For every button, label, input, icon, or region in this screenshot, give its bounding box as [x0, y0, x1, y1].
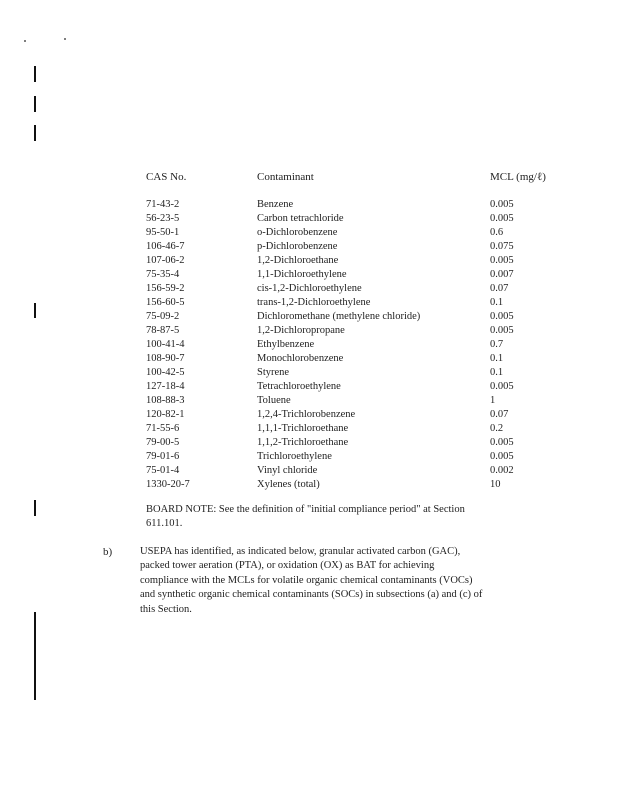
- mcl-value: 0.005: [490, 437, 514, 448]
- table-row: [0, 436, 619, 450]
- cas-number: 156-60-5: [146, 297, 185, 308]
- mcl-value: 0.075: [490, 241, 514, 252]
- contaminant-name: trans-1,2-Dichloroethylene: [257, 297, 371, 308]
- board-note: [146, 503, 536, 531]
- paragraph-line: and synthetic organic chemical contaminants (SOCs) in subsections (a) and (c) of: [140, 589, 483, 601]
- subsection-b-text: [140, 545, 540, 617]
- cas-number: 106-46-7: [146, 241, 185, 252]
- contaminant-name: 1,2-Dichloropropane: [257, 325, 345, 336]
- cas-number: 108-90-7: [146, 353, 185, 364]
- contaminant-name: Styrene: [257, 367, 290, 378]
- mcl-value: 0.7: [490, 339, 504, 350]
- mcl-value: 0.005: [490, 311, 514, 322]
- contaminant-name: Benzene: [257, 199, 294, 210]
- paragraph-line: compliance with the MCLs for volatile organic chemical contaminants (VOCs): [140, 574, 473, 586]
- cas-number: 75-09-2: [146, 311, 180, 322]
- cas-number: 75-35-4: [146, 269, 180, 280]
- contaminant-name: o-Dichlorobenzene: [257, 227, 338, 238]
- mcl-value: 0.005: [490, 213, 514, 224]
- table-row: [0, 240, 619, 254]
- revision-bar: [34, 125, 36, 141]
- cas-number: 156-59-2: [146, 283, 185, 294]
- table-row: [0, 478, 619, 492]
- cas-number: 107-06-2: [146, 255, 185, 266]
- contaminant-name: Tetrachloroethylene: [257, 381, 341, 392]
- table-row: [0, 408, 619, 422]
- revision-bar: [34, 500, 36, 516]
- revision-bar: [34, 612, 36, 700]
- revision-bar: [34, 66, 36, 82]
- cas-number: 71-43-2: [146, 199, 180, 210]
- mcl-value: 0.005: [490, 255, 514, 266]
- table-row: [0, 254, 619, 268]
- table-row: [0, 310, 619, 324]
- mcl-value: 0.1: [490, 353, 504, 364]
- scan-speck: [24, 40, 26, 42]
- table-header: [0, 171, 619, 187]
- subsection-label: b): [103, 546, 113, 558]
- table-row: [0, 296, 619, 310]
- header-contaminant: Contaminant: [257, 171, 314, 183]
- contaminant-table: [0, 198, 619, 492]
- table-row: [0, 226, 619, 240]
- mcl-value: 0.007: [490, 269, 514, 280]
- contaminant-name: Monochlorobenzene: [257, 353, 344, 364]
- mcl-value: 0.6: [490, 227, 504, 238]
- contaminant-name: 1,1-Dichloroethylene: [257, 269, 347, 280]
- mcl-value: 0.005: [490, 199, 514, 210]
- cas-number: 78-87-5: [146, 325, 180, 336]
- mcl-value: 0.005: [490, 325, 514, 336]
- contaminant-name: 1,2-Dichloroethane: [257, 255, 339, 266]
- cas-number: 1330-20-7: [146, 479, 190, 490]
- table-row: [0, 380, 619, 394]
- contaminant-name: 1,1,1-Trichloroethane: [257, 423, 349, 434]
- mcl-value: 10: [490, 479, 501, 490]
- mcl-value: 0.2: [490, 423, 504, 434]
- table-row: [0, 198, 619, 212]
- mcl-value: 0.07: [490, 283, 509, 294]
- contaminant-name: Carbon tetrachloride: [257, 213, 344, 224]
- board-note-line: BOARD NOTE: See the definition of "initial compliance period" at Section: [146, 504, 465, 515]
- cas-number: 79-00-5: [146, 437, 180, 448]
- revision-bar: [34, 96, 36, 112]
- scan-speck: [64, 38, 66, 40]
- cas-number: 108-88-3: [146, 395, 185, 406]
- mcl-value: 0.1: [490, 297, 504, 308]
- mcl-value: 0.002: [490, 465, 514, 476]
- cas-number: 120-82-1: [146, 409, 185, 420]
- table-row: [0, 338, 619, 352]
- table-row: [0, 352, 619, 366]
- cas-number: 127-18-4: [146, 381, 185, 392]
- contaminant-name: Dichloromethane (methylene chloride): [257, 311, 421, 322]
- contaminant-name: Vinyl chloride: [257, 465, 318, 476]
- contaminant-name: Xylenes (total): [257, 479, 320, 490]
- mcl-value: 0.005: [490, 381, 514, 392]
- paragraph-line: packed tower aeration (PTA), or oxidation (OX) as BAT for achieving: [140, 560, 435, 572]
- table-row: [0, 324, 619, 338]
- cas-number: 100-42-5: [146, 367, 185, 378]
- table-row: [0, 450, 619, 464]
- cas-number: 71-55-6: [146, 423, 180, 434]
- table-row: [0, 464, 619, 478]
- contaminant-name: p-Dichlorobenzene: [257, 241, 338, 252]
- header-cas-no: CAS No.: [146, 171, 187, 183]
- contaminant-name: 1,2,4-Trichlorobenzene: [257, 409, 356, 420]
- cas-number: 95-50-1: [146, 227, 180, 238]
- header-mcl: MCL (mg/ℓ): [490, 171, 546, 183]
- table-row: [0, 394, 619, 408]
- cas-number: 75-01-4: [146, 465, 180, 476]
- contaminant-name: Toluene: [257, 395, 291, 406]
- table-row: [0, 268, 619, 282]
- table-row: [0, 422, 619, 436]
- contaminant-name: Trichloroethylene: [257, 451, 332, 462]
- cas-number: 79-01-6: [146, 451, 180, 462]
- table-row: [0, 282, 619, 296]
- board-note-line: 611.101.: [146, 518, 183, 529]
- contaminant-name: 1,1,2-Trichloroethane: [257, 437, 349, 448]
- paragraph-line: USEPA has identified, as indicated below, granular activated carbon (GAC),: [140, 546, 461, 557]
- contaminant-name: Ethylbenzene: [257, 339, 315, 350]
- table-row: [0, 212, 619, 226]
- mcl-value: 1: [490, 395, 496, 406]
- paragraph-line: this Section.: [140, 603, 192, 615]
- mcl-value: 0.005: [490, 451, 514, 462]
- mcl-value: 0.1: [490, 367, 504, 378]
- table-row: [0, 366, 619, 380]
- contaminant-name: cis-1,2-Dichloroethylene: [257, 283, 362, 294]
- cas-number: 56-23-5: [146, 213, 180, 224]
- mcl-value: 0.07: [490, 409, 509, 420]
- cas-number: 100-41-4: [146, 339, 185, 350]
